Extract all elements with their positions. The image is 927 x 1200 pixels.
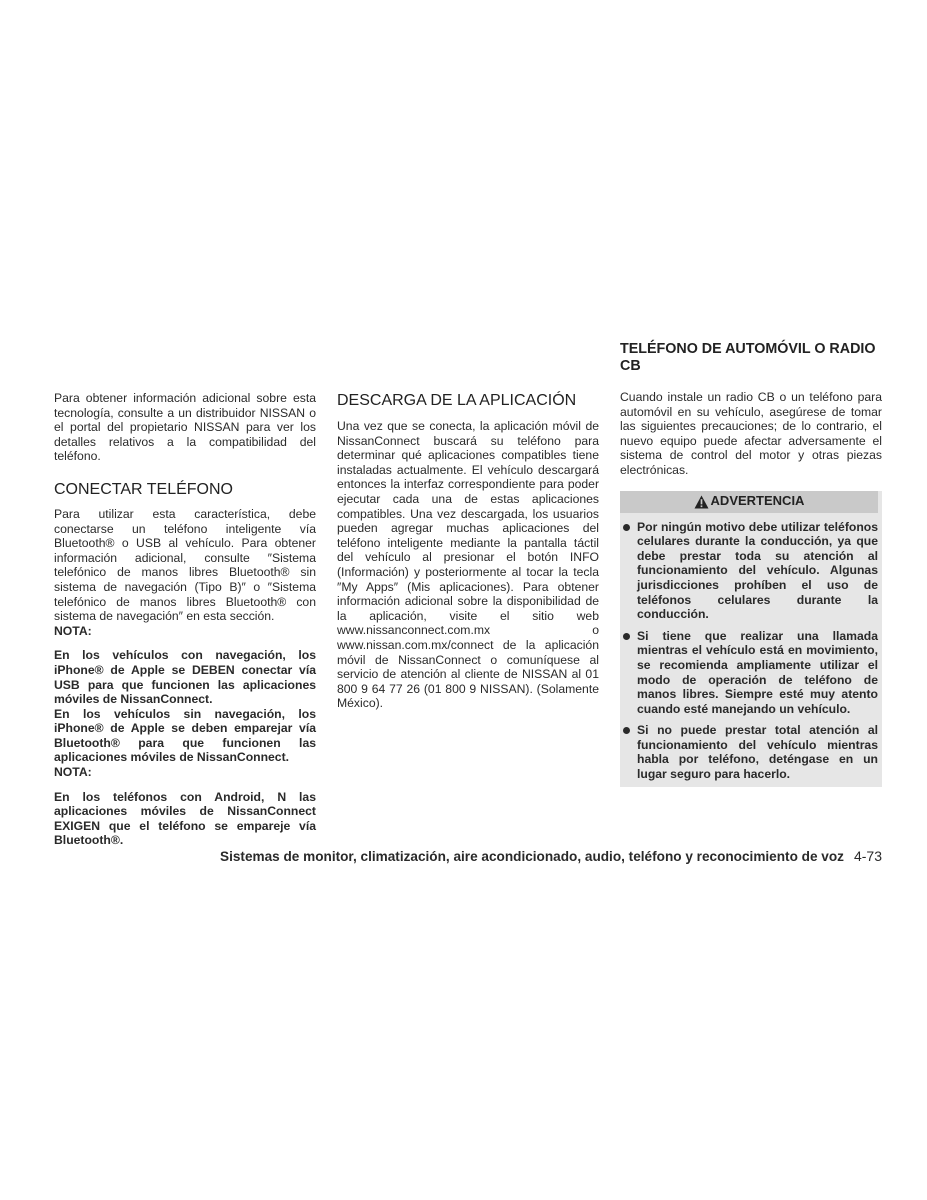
warning-item: Si tiene que realizar una llamada mientras el vehículo está en movimiento, se recomienda ampliamente utilizar el modo de operación de teléfono de manos libres. Siempre esté muy atento cuando esté manejando un vehículo. [620, 629, 878, 717]
column-left [54, 391, 316, 848]
warning-list [620, 520, 878, 782]
intro-paragraph: Para obtener información adicional sobre esta tecnología, consulte a un distribuidor NISSAN o el portal del propietario NISSAN para ver los detalles relativos a la compatibilidad del teléfono. [54, 391, 316, 464]
warning-item: Si no puede prestar total atención al funcionamiento del vehículo mientras habla por teléfono, deténgase en un lugar seguro para hacerlo. [620, 723, 878, 781]
conectar-body: Para utilizar esta característica, debe conectarse un teléfono inteligente vía Bluetooth® o USB al vehículo. Para obtener información adicional, consulte ″Sistema telefónico de manos libres Bluetooth® sin sistema de navegación (Tipo B)″ o ″Sistema telefónico de manos libres Bluetooth® con sistema de navegación″ en esta sección. [54, 506, 316, 624]
bullet-icon [623, 727, 630, 734]
warning-triangle-icon [694, 495, 709, 509]
warning-title: ADVERTENCIA [710, 493, 805, 509]
warning-header [620, 491, 878, 513]
warning-box [620, 491, 882, 787]
note-label: NOTA: [54, 623, 92, 638]
column-right [620, 341, 882, 787]
heading-telefono-radio-cb: TELÉFONO DE AUTOMÓVIL O RADIO CB [620, 341, 876, 374]
note-paragraph: En los teléfonos con Android, N las aplicaciones móviles de NissanConnect EXIGEN que el teléfono se empareje vía Bluetooth®. [54, 789, 316, 848]
bullet-icon [623, 633, 630, 640]
footer-title: Sistemas de monitor, climatización, aire acondicionado, audio, teléfono y reconocimiento de voz [220, 849, 844, 864]
radio-cb-body: Cuando instale un radio CB o un teléfono para automóvil en su vehículo, asegúrese de tomar las siguientes precauciones; de lo contrario, el nuevo equipo puede afectar adversamente el sistema de control del motor y otras piezas electrónicas. [620, 390, 882, 477]
heading-conectar-telefono: CONECTAR TELÉFONO [54, 480, 233, 498]
warning-item: Por ningún motivo debe utilizar teléfonos celulares durante la conducción, ya que debe prestar toda su atención al funcionamiento del vehículo. Algunas jurisdicciones prohíben el uso de teléfonos celulares durante la conducción. [620, 520, 878, 622]
column-middle [337, 391, 599, 711]
note-paragraph: En los vehículos sin navegación, los iPhone® de Apple se deben emparejar vía Bluetooth® para que funcionen las aplicaciones móviles de NissanConnect. [54, 706, 316, 765]
page-number: 4-73 [853, 848, 882, 864]
note-paragraph: En los vehículos con navegación, los iPhone® de Apple se DEBEN conectar vía USB para que funcionen las aplicaciones móviles de NissanConnect. [54, 648, 316, 707]
descarga-body: Una vez que se conecta, la aplicación móvil de NissanConnect buscará su teléfono para determinar qué aplicaciones compatibles tiene instaladas actualmente. El vehículo descargará entonces la interfaz correspondiente para poder ejecutar cada una de estas aplicaciones compatibles. Una vez descargada, los usuarios pueden agregar muchas aplicaciones del teléfono inteligente mediante la pantalla táctil del vehículo al presionar el botón INFO (Información) y posteriormente al tocar la tecla ″My Apps″ (Mis aplicaciones). Para obtener información adicional sobre la disponibilidad de la aplicación, visite el sitio web www.nissanconnect.com.mx o www.nissan.com.mx/connect de la aplicación móvil de NissanConnect o comuníquese al servicio de atención al cliente de NISSAN al 01 800 9 64 77 26 (01 800 9 NISSAN). (Solamente México). [337, 419, 599, 711]
heading-descarga-aplicacion: DESCARGA DE LA APLICACIÓN [337, 392, 577, 409]
note-label: NOTA: [54, 765, 92, 780]
page-footer [0, 848, 882, 864]
bullet-icon [623, 524, 630, 531]
